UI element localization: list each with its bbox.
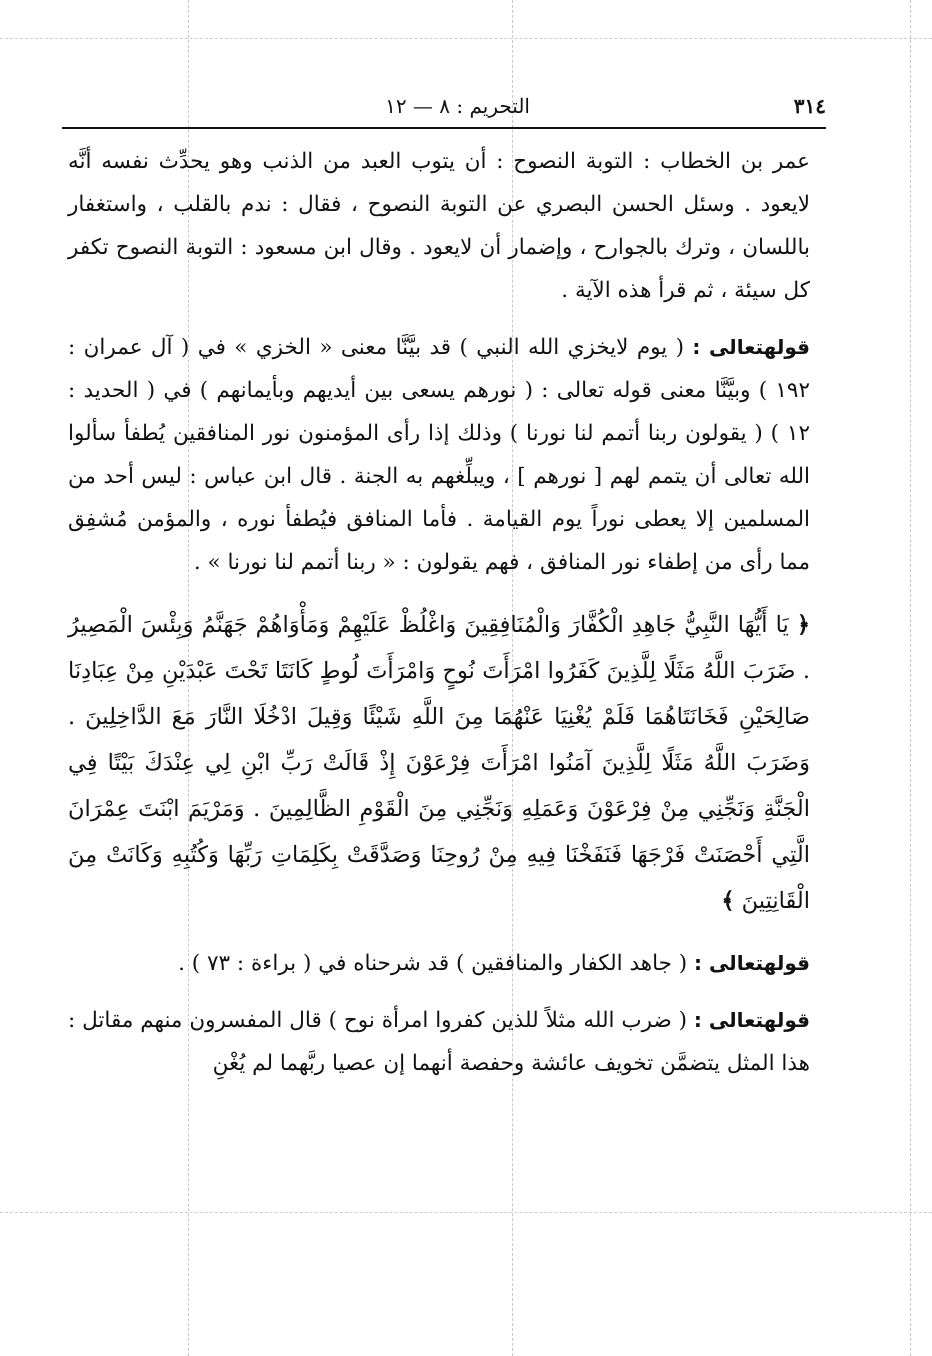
paragraph-heading: قولهتعالى : — [693, 1008, 810, 1032]
verse-open-bracket: ﴿ — [796, 612, 810, 638]
paragraph-text: ( يوم لايخزي الله النبي ) قد بيَّنَّا معنى « الخزي » في ( آل عمران : ١٩٢ ) وبيَّنَّا معنى قوله تعالى : ( نورهم يسعى بين أيديهم وبأيمانهم ) في ( الحديد : ١٢ ) ( يقولون ربنا أتمم لنا نورنا ) وذلك إذا رأى المؤمنون نور المنافقين يُطفأ سألوا الله تعالى أن يتمم لهم [ نورهم ] ، ويبلِّغهم به الجنة . قال ابن عباس : ليس أحد من المسلمين إلا يعطى نوراً يوم القيامة . فأما المنافق فيُطفأ نوره ، والمؤمن مُشفِق مما رأى من إطفاء نور المنافق ، فهم يقولون : « ربنا أتمم لنا نورنا » . — [68, 335, 810, 575]
page-number: ٣١٤ — [793, 94, 826, 118]
paragraph-heading: قولهتعالى : — [693, 951, 810, 975]
running-title: التحريم : ٨ — ١٢ — [385, 94, 530, 118]
header-rule — [62, 127, 826, 129]
paragraph-text: ( ضرب الله مثلاً للذين كفروا امرأة نوح ) قال المفسرون منهم مقاتل : هذا المثل يتضمَّن تخويف عائشة وحفصة أنهما إن عصيا ربَّهما لم يُغْنِ — [68, 1008, 810, 1076]
paragraph-text: عمر بن الخطاب : التوبة النصوح : أن يتوب العبد من الذنب وهو يحدِّث نفسه أنَّه لايعود . وسئل الحسن البصري عن التوبة النصوح ، فقال : ندم بالقلب ، واستغفار باللسان ، وترك بالجوارح ، وإضمار أن لايعود . وقال ابن مسعود : التوبة النصوح تكفر كل سيئة ، ثم قرأ هذه الآية . — [68, 149, 810, 303]
paragraph — [68, 326, 810, 584]
paragraph — [68, 999, 810, 1085]
verse-text: يَا أَيُّهَا النَّبِيُّ جَاهِدِ الْكُفَّارَ وَالْمُنَافِقِينَ وَاغْلُظْ عَلَيْهِمْ وَمَأْوَاهُمْ جَهَنَّمُ وَبِئْسَ الْمَصِيرُ . ضَرَبَ اللَّهُ مَثَلًا لِلَّذِينَ كَفَرُوا امْرَأَتَ نُوحٍ وَامْرَأَتَ لُوطٍ كَانَتَا تَحْتَ عَبْدَيْنِ مِنْ عِبَادِنَا صَالِحَيْنِ فَخَانَتَاهُمَا فَلَمْ يُغْنِيَا عَنْهُمَا مِنَ اللَّهِ شَيْئًا وَقِيلَ ادْخُلَا النَّارَ مَعَ الدَّاخِلِينَ . وَضَرَبَ اللَّهُ مَثَلًا لِلَّذِينَ آمَنُوا امْرَأَتَ فِرْعَوْنَ إِذْ قَالَتْ رَبِّ ابْنِ لِي عِنْدَكَ بَيْتًا فِي الْجَنَّةِ وَنَجِّنِي مِنْ فِرْعَوْنَ وَعَمَلِهِ وَنَجِّنِي مِنَ الْقَوْمِ الظَّالِمِينَ . وَمَرْيَمَ ابْنَتَ عِمْرَانَ الَّتِي أَحْصَنَتْ فَرْجَهَا فَنَفَخْنَا فِيهِ مِنْ رُوحِنَا وَصَدَّقَتْ بِكَلِمَاتِ رَبِّهَا وَكُتُبِهِ وَكَانَتْ مِنَ الْقَانِتِينَ — [68, 612, 810, 914]
scan-guide-line — [0, 1212, 932, 1213]
scan-guide-line — [0, 38, 932, 39]
page-header — [62, 88, 826, 124]
scan-guide-line — [910, 0, 911, 1356]
verse-close-bracket: ﴾ — [721, 888, 735, 914]
paragraph — [68, 140, 810, 312]
paragraph-text: ( جاهد الكفار والمنافقين ) قد شرحناه في ( براءة : ٧٣ ) . — [178, 951, 688, 976]
paragraph — [68, 942, 810, 985]
quran-verse-block — [68, 602, 810, 924]
paragraph-heading: قولهتعالى : — [692, 335, 810, 359]
page-body — [68, 140, 810, 1085]
